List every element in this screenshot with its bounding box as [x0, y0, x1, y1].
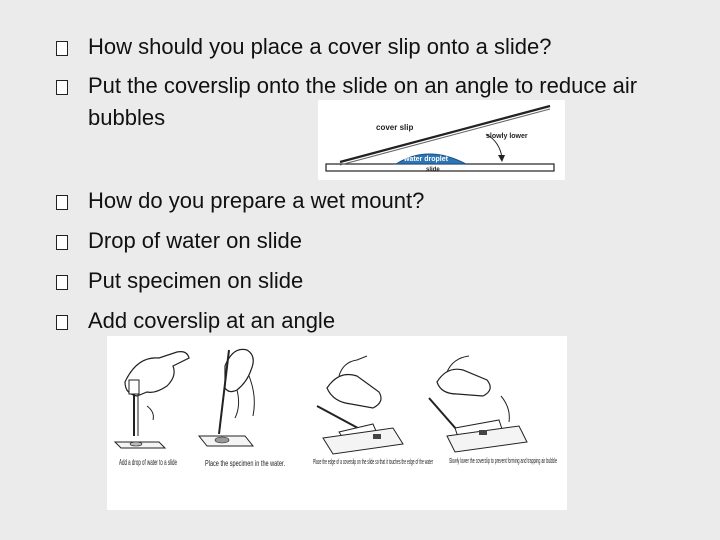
step4-drawing [429, 356, 527, 452]
arrow-head [498, 155, 505, 162]
wet-mount-steps-svg [107, 336, 567, 510]
slide-label: slide [426, 167, 440, 173]
bullet-text: Put the coverslip onto the slide on an angle to reduce air bubbles [88, 73, 638, 130]
water-droplet-label: water droplet [404, 156, 448, 163]
bullet-text: How should you place a cover slip onto a slide? [88, 34, 552, 59]
step1-caption-line1: Add a drop of water to a slide [119, 458, 178, 467]
step3-drawing [317, 356, 403, 454]
coverslip-diagram [318, 100, 565, 180]
step3-caption: Place the edge of a coverslip on the slide so that it touches the edge of the water [313, 457, 434, 466]
slide-shape [326, 164, 554, 171]
bullet-marker [56, 315, 68, 330]
step1-drawing [115, 352, 189, 448]
bullet-item [56, 34, 552, 60]
bullet-marker [56, 275, 68, 290]
bullet-text: How do you prepare a wet mount? [88, 188, 425, 213]
bullet-text: Add coverslip at an angle [88, 308, 336, 333]
step2-drawing [199, 349, 254, 446]
wet-mount-steps-illustration [107, 336, 567, 510]
step2-caption: Place the specimen in the water. [205, 459, 285, 468]
bullet-text: Put specimen on slide [88, 268, 304, 293]
coverslip-diagram-svg [318, 100, 565, 180]
bullet-item [56, 228, 302, 254]
bullet-text: Drop of water on slide [88, 228, 302, 253]
bullet-marker [56, 41, 68, 56]
bullet-marker [56, 80, 68, 95]
bullet-item [56, 308, 335, 334]
slowly-lower-label: slowly lower [486, 133, 528, 140]
bullet-marker [56, 235, 68, 250]
bullet-item [56, 268, 303, 294]
bullet-item [56, 188, 424, 214]
bullet-marker [56, 195, 68, 210]
step4-caption: Slowly lower the coverslip to prevent forming and trapping air bubble [449, 456, 557, 465]
cover-slip-label: cover slip [376, 123, 414, 132]
